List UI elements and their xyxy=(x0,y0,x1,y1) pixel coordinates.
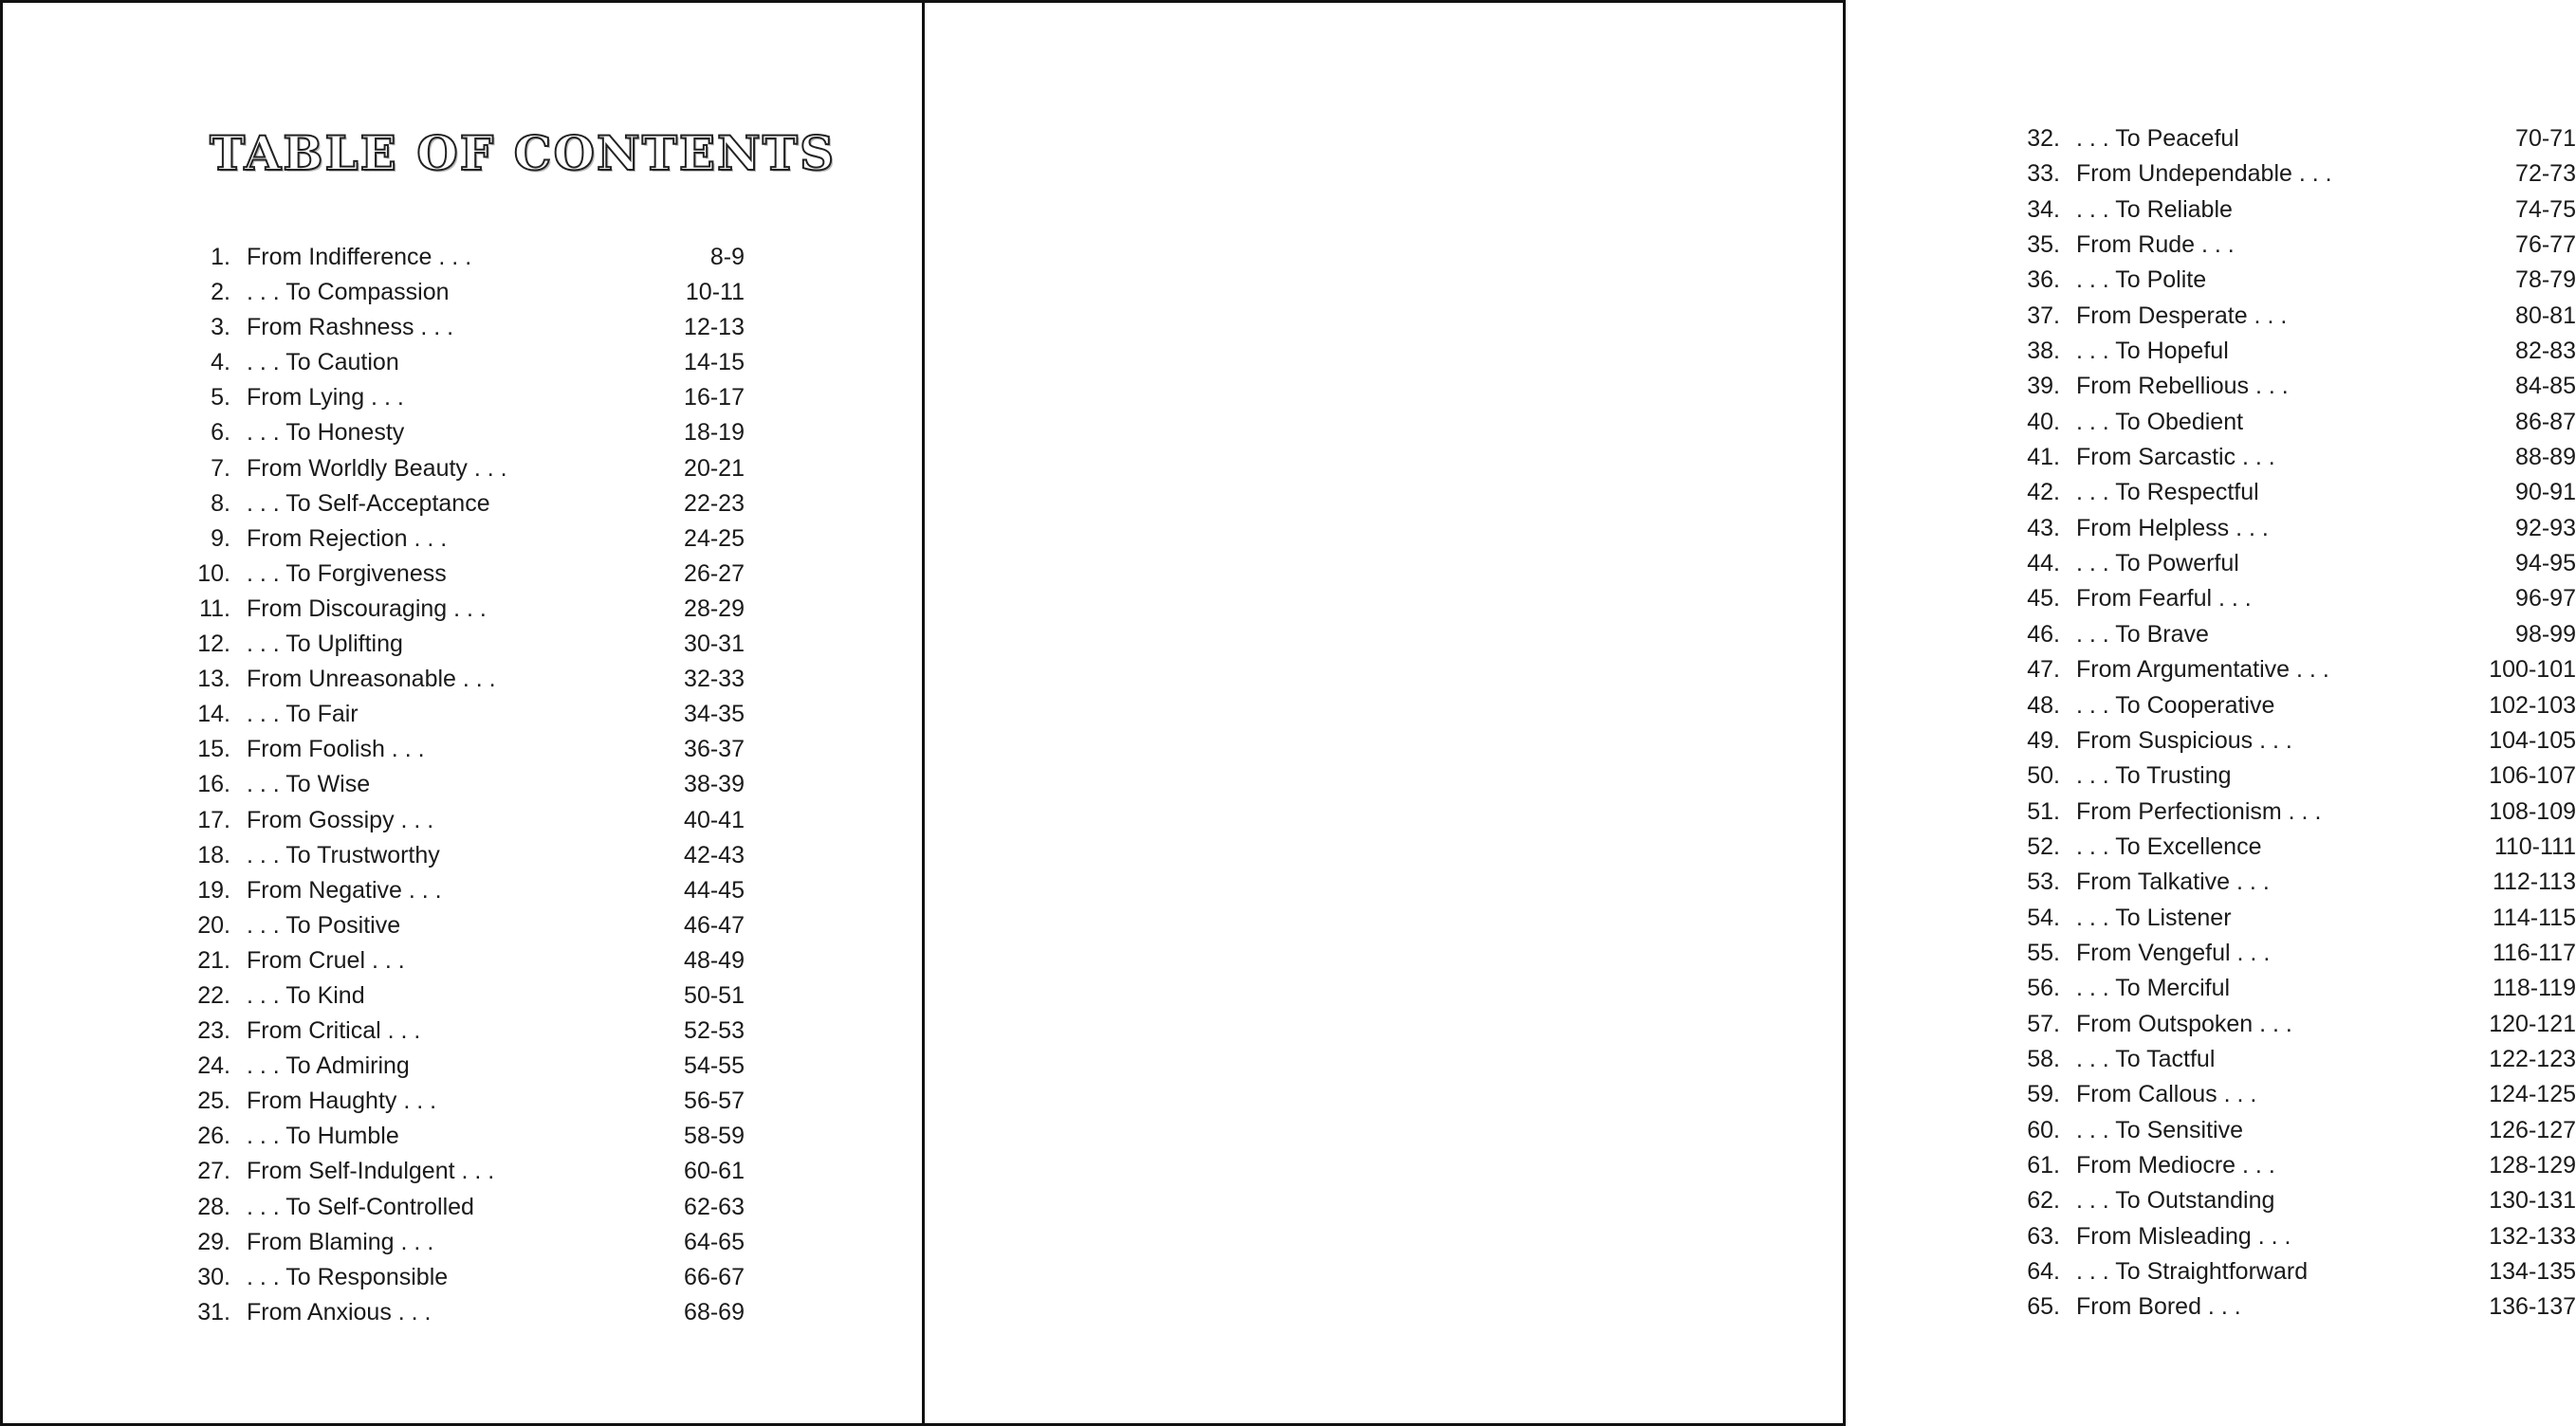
toc-entry xyxy=(193,310,745,345)
toc-entry-label: . . . To Self-Controlled xyxy=(247,1193,474,1220)
toc-entry-label: From Foolish . . . xyxy=(247,736,425,763)
toc-entry-number: 6. xyxy=(211,419,230,447)
toc-entry xyxy=(2022,475,2576,510)
toc-entry xyxy=(2022,865,2576,900)
toc-entry xyxy=(193,557,745,592)
toc-entry xyxy=(193,838,745,873)
toc-entry-label: From Helpless . . . xyxy=(2076,514,2269,541)
toc-entry-pages: 92-93 xyxy=(2515,514,2576,541)
toc-entry-number: 32. xyxy=(2027,125,2060,152)
toc-entry-pages: 20-21 xyxy=(684,454,745,482)
toc-entry-pages: 40-41 xyxy=(684,806,745,833)
toc-entry-number: 65. xyxy=(2027,1293,2060,1321)
toc-entry-label: . . . To Admiring xyxy=(247,1052,410,1080)
toc-entry xyxy=(2022,830,2576,865)
toc-entry-pages: 52-53 xyxy=(684,1017,745,1045)
toc-entry-number: 25. xyxy=(197,1088,230,1115)
toc-entry-number: 40. xyxy=(2027,408,2060,435)
toc-entry-number: 61. xyxy=(2027,1151,2060,1179)
toc-entry-label: From Outspoken . . . xyxy=(2076,1010,2292,1037)
toc-entry-label: From Rude . . . xyxy=(2076,231,2235,259)
toc-entry-pages: 102-103 xyxy=(2489,691,2576,719)
toc-entry xyxy=(2022,192,2576,228)
toc-entry-number: 3. xyxy=(211,314,230,341)
toc-entry-pages: 28-29 xyxy=(684,594,745,622)
toc-entry-pages: 86-87 xyxy=(2515,408,2576,435)
toc-entry-label: From Undependable . . . xyxy=(2076,160,2332,188)
toc-entry xyxy=(2022,299,2576,334)
toc-entry xyxy=(193,908,745,943)
toc-entry-pages: 44-45 xyxy=(684,876,745,904)
toc-entry xyxy=(2022,369,2576,404)
toc-entry-pages: 22-23 xyxy=(684,489,745,517)
toc-entry xyxy=(193,1260,745,1295)
toc-entry-label: From Gossipy . . . xyxy=(247,806,434,833)
toc-entry xyxy=(2022,1077,2576,1112)
toc-entry-pages: 72-73 xyxy=(2515,160,2576,188)
toc-entry-label: . . . To Wise xyxy=(247,771,371,798)
toc-entry-pages: 82-83 xyxy=(2515,338,2576,365)
toc-entry-pages: 24-25 xyxy=(684,524,745,552)
toc-entry xyxy=(193,627,745,662)
toc-entry-pages: 18-19 xyxy=(684,419,745,447)
toc-entry-number: 48. xyxy=(2027,691,2060,719)
toc-entry-number: 42. xyxy=(2027,479,2060,506)
toc-entry-label: . . . To Straightforward xyxy=(2076,1258,2309,1285)
toc-entry-number: 33. xyxy=(2027,160,2060,188)
toc-entry-label: From Critical . . . xyxy=(247,1017,421,1045)
toc-entry xyxy=(193,732,745,767)
toc-entry-pages: 108-109 xyxy=(2489,797,2576,825)
toc-entry xyxy=(193,978,745,1014)
toc-entry-pages: 10-11 xyxy=(685,279,745,306)
toc-entry-label: From Lying . . . xyxy=(247,384,404,411)
toc-entry-label: . . . To Tactful xyxy=(2076,1045,2216,1072)
toc-entry xyxy=(2022,546,2576,581)
toc-entry-label: . . . To Powerful xyxy=(2076,550,2239,577)
toc-entry-label: From Misleading . . . xyxy=(2076,1222,2291,1250)
toc-entry xyxy=(193,486,745,521)
toc-list-left xyxy=(193,240,745,1330)
toc-entry-label: From Discouraging . . . xyxy=(247,594,487,622)
toc-entry-number: 20. xyxy=(197,911,230,939)
toc-entry-pages: 76-77 xyxy=(2515,231,2576,259)
toc-entry-pages: 90-91 xyxy=(2515,479,2576,506)
toc-entry-number: 54. xyxy=(2027,904,2060,931)
toc-entry-label: . . . To Polite xyxy=(2076,266,2207,294)
toc-entry-pages: 126-127 xyxy=(2489,1116,2576,1143)
toc-entry xyxy=(193,1049,745,1084)
toc-entry-number: 51. xyxy=(2027,797,2060,825)
toc-entry xyxy=(2022,511,2576,546)
toc-entry xyxy=(2022,617,2576,652)
toc-entry xyxy=(2022,759,2576,794)
toc-entry-number: 26. xyxy=(197,1123,230,1150)
toc-entry-number: 63. xyxy=(2027,1222,2060,1250)
toc-entry-number: 1. xyxy=(211,244,230,270)
toc-entry-number: 15. xyxy=(197,736,230,763)
toc-entry-number: 23. xyxy=(197,1017,230,1045)
toc-entry-pages: 134-135 xyxy=(2489,1258,2576,1285)
toc-entry xyxy=(2022,1219,2576,1254)
toc-entry-number: 58. xyxy=(2027,1045,2060,1072)
toc-entry-pages: 62-63 xyxy=(684,1193,745,1220)
toc-entry-label: . . . To Obedient xyxy=(2076,408,2244,435)
toc-entry-label: . . . To Trusting xyxy=(2076,762,2232,790)
toc-entry-label: . . . To Forgiveness xyxy=(247,559,447,587)
toc-entry-pages: 84-85 xyxy=(2515,373,2576,400)
toc-entry xyxy=(193,521,745,557)
toc-entry-pages: 34-35 xyxy=(684,701,745,728)
toc-entry-pages: 14-15 xyxy=(684,349,745,376)
toc-entry-number: 55. xyxy=(2027,939,2060,966)
toc-entry xyxy=(193,592,745,627)
page-title: TABLE OF CONTENTS xyxy=(210,125,837,181)
toc-entry-label: . . . To Merciful xyxy=(2076,975,2231,1002)
toc-entry-pages: 54-55 xyxy=(684,1052,745,1080)
toc-entry-label: . . . To Humble xyxy=(247,1123,399,1150)
toc-entry-pages: 136-137 xyxy=(2489,1293,2576,1321)
toc-entry-number: 50. xyxy=(2027,762,2060,790)
toc-entry xyxy=(2022,156,2576,192)
toc-entry-label: . . . To Reliable xyxy=(2076,195,2233,223)
toc-entry xyxy=(2022,688,2576,723)
toc-entry-number: 12. xyxy=(197,631,230,658)
toc-entry-label: From Cruel . . . xyxy=(247,946,405,974)
toc-entry-pages: 50-51 xyxy=(684,981,745,1009)
toc-entry-label: From Unreasonable . . . xyxy=(247,666,496,693)
toc-entry-number: 35. xyxy=(2027,231,2060,259)
toc-entry xyxy=(2022,121,2576,156)
toc-entry-number: 2. xyxy=(211,279,230,306)
toc-entry-number: 22. xyxy=(197,981,230,1009)
toc-entry xyxy=(2022,936,2576,971)
toc-entry-label: From Haughty . . . xyxy=(247,1088,437,1115)
toc-entry-number: 41. xyxy=(2027,444,2060,471)
toc-entry-pages: 106-107 xyxy=(2489,762,2576,790)
toc-entry xyxy=(2022,581,2576,616)
toc-entry-number: 62. xyxy=(2027,1187,2060,1215)
toc-entry xyxy=(193,275,745,310)
toc-entry-pages: 16-17 xyxy=(684,384,745,411)
toc-entry-label: . . . To Uplifting xyxy=(247,631,403,658)
toc-entry-pages: 120-121 xyxy=(2489,1010,2576,1037)
toc-entry-label: . . . To Hopeful xyxy=(2076,338,2229,365)
toc-entry-pages: 128-129 xyxy=(2489,1151,2576,1179)
toc-entry xyxy=(193,803,745,838)
toc-entry-label: . . . To Outstanding xyxy=(2076,1187,2275,1215)
toc-entry-number: 18. xyxy=(197,841,230,868)
left-page xyxy=(0,0,925,1426)
toc-entry-number: 8. xyxy=(211,489,230,517)
toc-entry-label: . . . To Peaceful xyxy=(2076,125,2239,152)
toc-entry-pages: 30-31 xyxy=(684,631,745,658)
toc-entry-pages: 118-119 xyxy=(2492,975,2576,1002)
toc-entry-number: 16. xyxy=(197,771,230,798)
toc-entry xyxy=(2022,901,2576,936)
toc-entry-pages: 130-131 xyxy=(2489,1187,2576,1215)
toc-entry-pages: 124-125 xyxy=(2489,1081,2576,1108)
toc-entry-label: From Suspicious . . . xyxy=(2076,726,2292,754)
toc-entry-pages: 80-81 xyxy=(2515,302,2576,329)
toc-entry-number: 60. xyxy=(2027,1116,2060,1143)
toc-entry xyxy=(193,1084,745,1119)
toc-entry-label: . . . To Kind xyxy=(247,981,365,1009)
toc-entry-pages: 60-61 xyxy=(684,1158,745,1185)
toc-entry-label: From Anxious . . . xyxy=(247,1298,432,1325)
toc-entry-number: 59. xyxy=(2027,1081,2060,1108)
toc-entry xyxy=(2022,1113,2576,1148)
toc-entry-number: 34. xyxy=(2027,195,2060,223)
toc-entry xyxy=(2022,1183,2576,1218)
toc-entry-label: . . . To Respectful xyxy=(2076,479,2259,506)
toc-entry-pages: 48-49 xyxy=(684,946,745,974)
toc-entry xyxy=(193,1190,745,1225)
toc-entry-number: 24. xyxy=(197,1052,230,1080)
toc-entry-label: . . . To Cooperative xyxy=(2076,691,2275,719)
toc-entry xyxy=(193,380,745,415)
toc-entry-label: . . . To Self-Acceptance xyxy=(247,489,490,517)
toc-entry xyxy=(193,767,745,802)
toc-entry-number: 13. xyxy=(197,666,230,693)
toc-entry xyxy=(193,662,745,697)
toc-entry xyxy=(193,1014,745,1049)
toc-entry xyxy=(193,1119,745,1154)
toc-entry-number: 29. xyxy=(197,1228,230,1255)
toc-entry-pages: 132-133 xyxy=(2489,1222,2576,1250)
toc-entry-pages: 32-33 xyxy=(684,666,745,693)
toc-entry-pages: 12-13 xyxy=(684,314,745,341)
toc-entry xyxy=(2022,228,2576,263)
toc-entry xyxy=(193,873,745,908)
toc-entry xyxy=(2022,1042,2576,1077)
toc-entry-label: . . . To Compassion xyxy=(247,279,450,306)
toc-entry-number: 9. xyxy=(211,524,230,552)
toc-entry-number: 39. xyxy=(2027,373,2060,400)
toc-entry-number: 46. xyxy=(2027,620,2060,648)
toc-entry xyxy=(193,415,745,450)
toc-entry xyxy=(2022,405,2576,440)
toc-entry xyxy=(2022,971,2576,1006)
toc-entry-label: From Negative . . . xyxy=(247,876,442,904)
toc-entry-pages: 70-71 xyxy=(2515,125,2576,152)
toc-entry xyxy=(2022,795,2576,830)
toc-entry-number: 49. xyxy=(2027,726,2060,754)
toc-entry xyxy=(193,451,745,486)
toc-entry-pages: 46-47 xyxy=(684,911,745,939)
toc-entry-label: From Perfectionism . . . xyxy=(2076,797,2322,825)
toc-entry-pages: 68-69 xyxy=(684,1298,745,1325)
toc-entry-number: 19. xyxy=(197,876,230,904)
toc-entry-number: 11. xyxy=(199,594,230,622)
toc-entry-number: 64. xyxy=(2027,1258,2060,1285)
toc-entry-number: 4. xyxy=(211,349,230,376)
toc-entry-pages: 88-89 xyxy=(2515,444,2576,471)
toc-entry-pages: 98-99 xyxy=(2515,620,2576,648)
toc-entry-label: . . . To Excellence xyxy=(2076,832,2262,860)
toc-entry xyxy=(2022,1289,2576,1325)
toc-entry xyxy=(2022,440,2576,475)
right-page xyxy=(922,0,2576,1426)
toc-entry-label: . . . To Honesty xyxy=(247,419,405,447)
toc-entry-pages: 58-59 xyxy=(684,1123,745,1150)
toc-entry-label: From Worldly Beauty . . . xyxy=(247,454,507,482)
toc-entry-number: 14. xyxy=(197,701,230,728)
toc-entry-label: . . . To Positive xyxy=(247,911,401,939)
toc-entry xyxy=(2022,1148,2576,1183)
toc-entry xyxy=(2022,723,2576,759)
toc-entry-pages: 42-43 xyxy=(684,841,745,868)
toc-entry-number: 44. xyxy=(2027,550,2060,577)
toc-entry-label: From Sarcastic . . . xyxy=(2076,444,2275,471)
toc-entry-pages: 104-105 xyxy=(2489,726,2576,754)
toc-entry-label: From Desperate . . . xyxy=(2076,302,2288,329)
toc-entry-pages: 94-95 xyxy=(2515,550,2576,577)
toc-entry-label: . . . To Fair xyxy=(247,701,359,728)
toc-entry-number: 17. xyxy=(197,806,230,833)
toc-entry-pages: 96-97 xyxy=(2515,585,2576,612)
toc-entry xyxy=(193,1295,745,1330)
toc-entry-pages: 116-117 xyxy=(2492,939,2576,966)
toc-entry-number: 31. xyxy=(197,1298,230,1325)
toc-entry-label: . . . To Trustworthy xyxy=(247,841,440,868)
toc-entry-label: From Talkative . . . xyxy=(2076,868,2270,896)
toc-entry-label: From Vengeful . . . xyxy=(2076,939,2271,966)
toc-entry-label: From Rashness . . . xyxy=(247,314,454,341)
toc-entry xyxy=(193,1225,745,1260)
toc-entry-label: From Callous . . . xyxy=(2076,1081,2257,1108)
toc-entry-label: . . . To Responsible xyxy=(247,1263,449,1290)
toc-entry-label: From Blaming . . . xyxy=(247,1228,434,1255)
toc-entry-number: 37. xyxy=(2027,302,2060,329)
toc-entry-label: . . . To Caution xyxy=(247,349,399,376)
toc-entry-pages: 56-57 xyxy=(684,1088,745,1115)
toc-entry-number: 5. xyxy=(211,384,230,411)
toc-entry-label: From Rebellious . . . xyxy=(2076,373,2289,400)
toc-entry xyxy=(2022,263,2576,298)
toc-entry xyxy=(2022,334,2576,369)
toc-entry xyxy=(193,697,745,732)
toc-entry-pages: 78-79 xyxy=(2515,266,2576,294)
toc-entry-pages: 110-111 xyxy=(2493,832,2576,860)
toc-entry-number: 52. xyxy=(2027,832,2060,860)
toc-entry-pages: 66-67 xyxy=(684,1263,745,1290)
toc-entry-number: 21. xyxy=(197,946,230,974)
toc-entry-number: 43. xyxy=(2027,514,2060,541)
toc-entry-number: 36. xyxy=(2027,266,2060,294)
toc-entry-pages: 64-65 xyxy=(684,1228,745,1255)
toc-entry-label: From Rejection . . . xyxy=(247,524,448,552)
toc-entry-number: 53. xyxy=(2027,868,2060,896)
toc-entry-label: From Self-Indulgent . . . xyxy=(247,1158,495,1185)
toc-entry-pages: 38-39 xyxy=(684,771,745,798)
toc-entry-pages: 74-75 xyxy=(2515,195,2576,223)
toc-entry-number: 10. xyxy=(197,559,230,587)
toc-entry xyxy=(2022,652,2576,687)
toc-entry-number: 57. xyxy=(2027,1010,2060,1037)
toc-entry-pages: 100-101 xyxy=(2489,656,2576,684)
toc-entry xyxy=(2022,1007,2576,1042)
toc-entry-label: . . . To Brave xyxy=(2076,620,2209,648)
toc-entry-number: 45. xyxy=(2027,585,2060,612)
toc-entry-number: 30. xyxy=(197,1263,230,1290)
toc-list-right xyxy=(2022,121,2576,1325)
toc-entry-number: 47. xyxy=(2027,656,2060,684)
toc-entry-label: . . . To Listener xyxy=(2076,904,2232,931)
toc-entry-pages: 26-27 xyxy=(684,559,745,587)
toc-entry-pages: 122-123 xyxy=(2489,1045,2576,1072)
toc-entry-label: . . . To Sensitive xyxy=(2076,1116,2244,1143)
toc-entry-label: From Fearful . . . xyxy=(2076,585,2252,612)
toc-entry xyxy=(193,345,745,380)
toc-entry-number: 28. xyxy=(197,1193,230,1220)
toc-entry xyxy=(193,943,745,978)
toc-entry-label: From Argumentative . . . xyxy=(2076,656,2329,684)
toc-entry-pages: 36-37 xyxy=(684,736,745,763)
toc-entry-pages: 8-9 xyxy=(709,244,745,270)
toc-entry-pages: 112-113 xyxy=(2492,868,2576,896)
toc-entry xyxy=(2022,1254,2576,1289)
toc-entry-number: 27. xyxy=(197,1158,230,1185)
toc-entry-label: From Mediocre . . . xyxy=(2076,1151,2275,1179)
toc-entry xyxy=(193,1154,745,1189)
toc-entry xyxy=(193,240,745,275)
toc-entry-pages: 114-115 xyxy=(2492,904,2576,931)
toc-entry-number: 38. xyxy=(2027,338,2060,365)
toc-entry-number: 7. xyxy=(211,454,230,482)
toc-entry-label: From Indifference . . . xyxy=(247,244,472,270)
toc-entry-number: 56. xyxy=(2027,975,2060,1002)
toc-entry-label: From Bored . . . xyxy=(2076,1293,2241,1321)
